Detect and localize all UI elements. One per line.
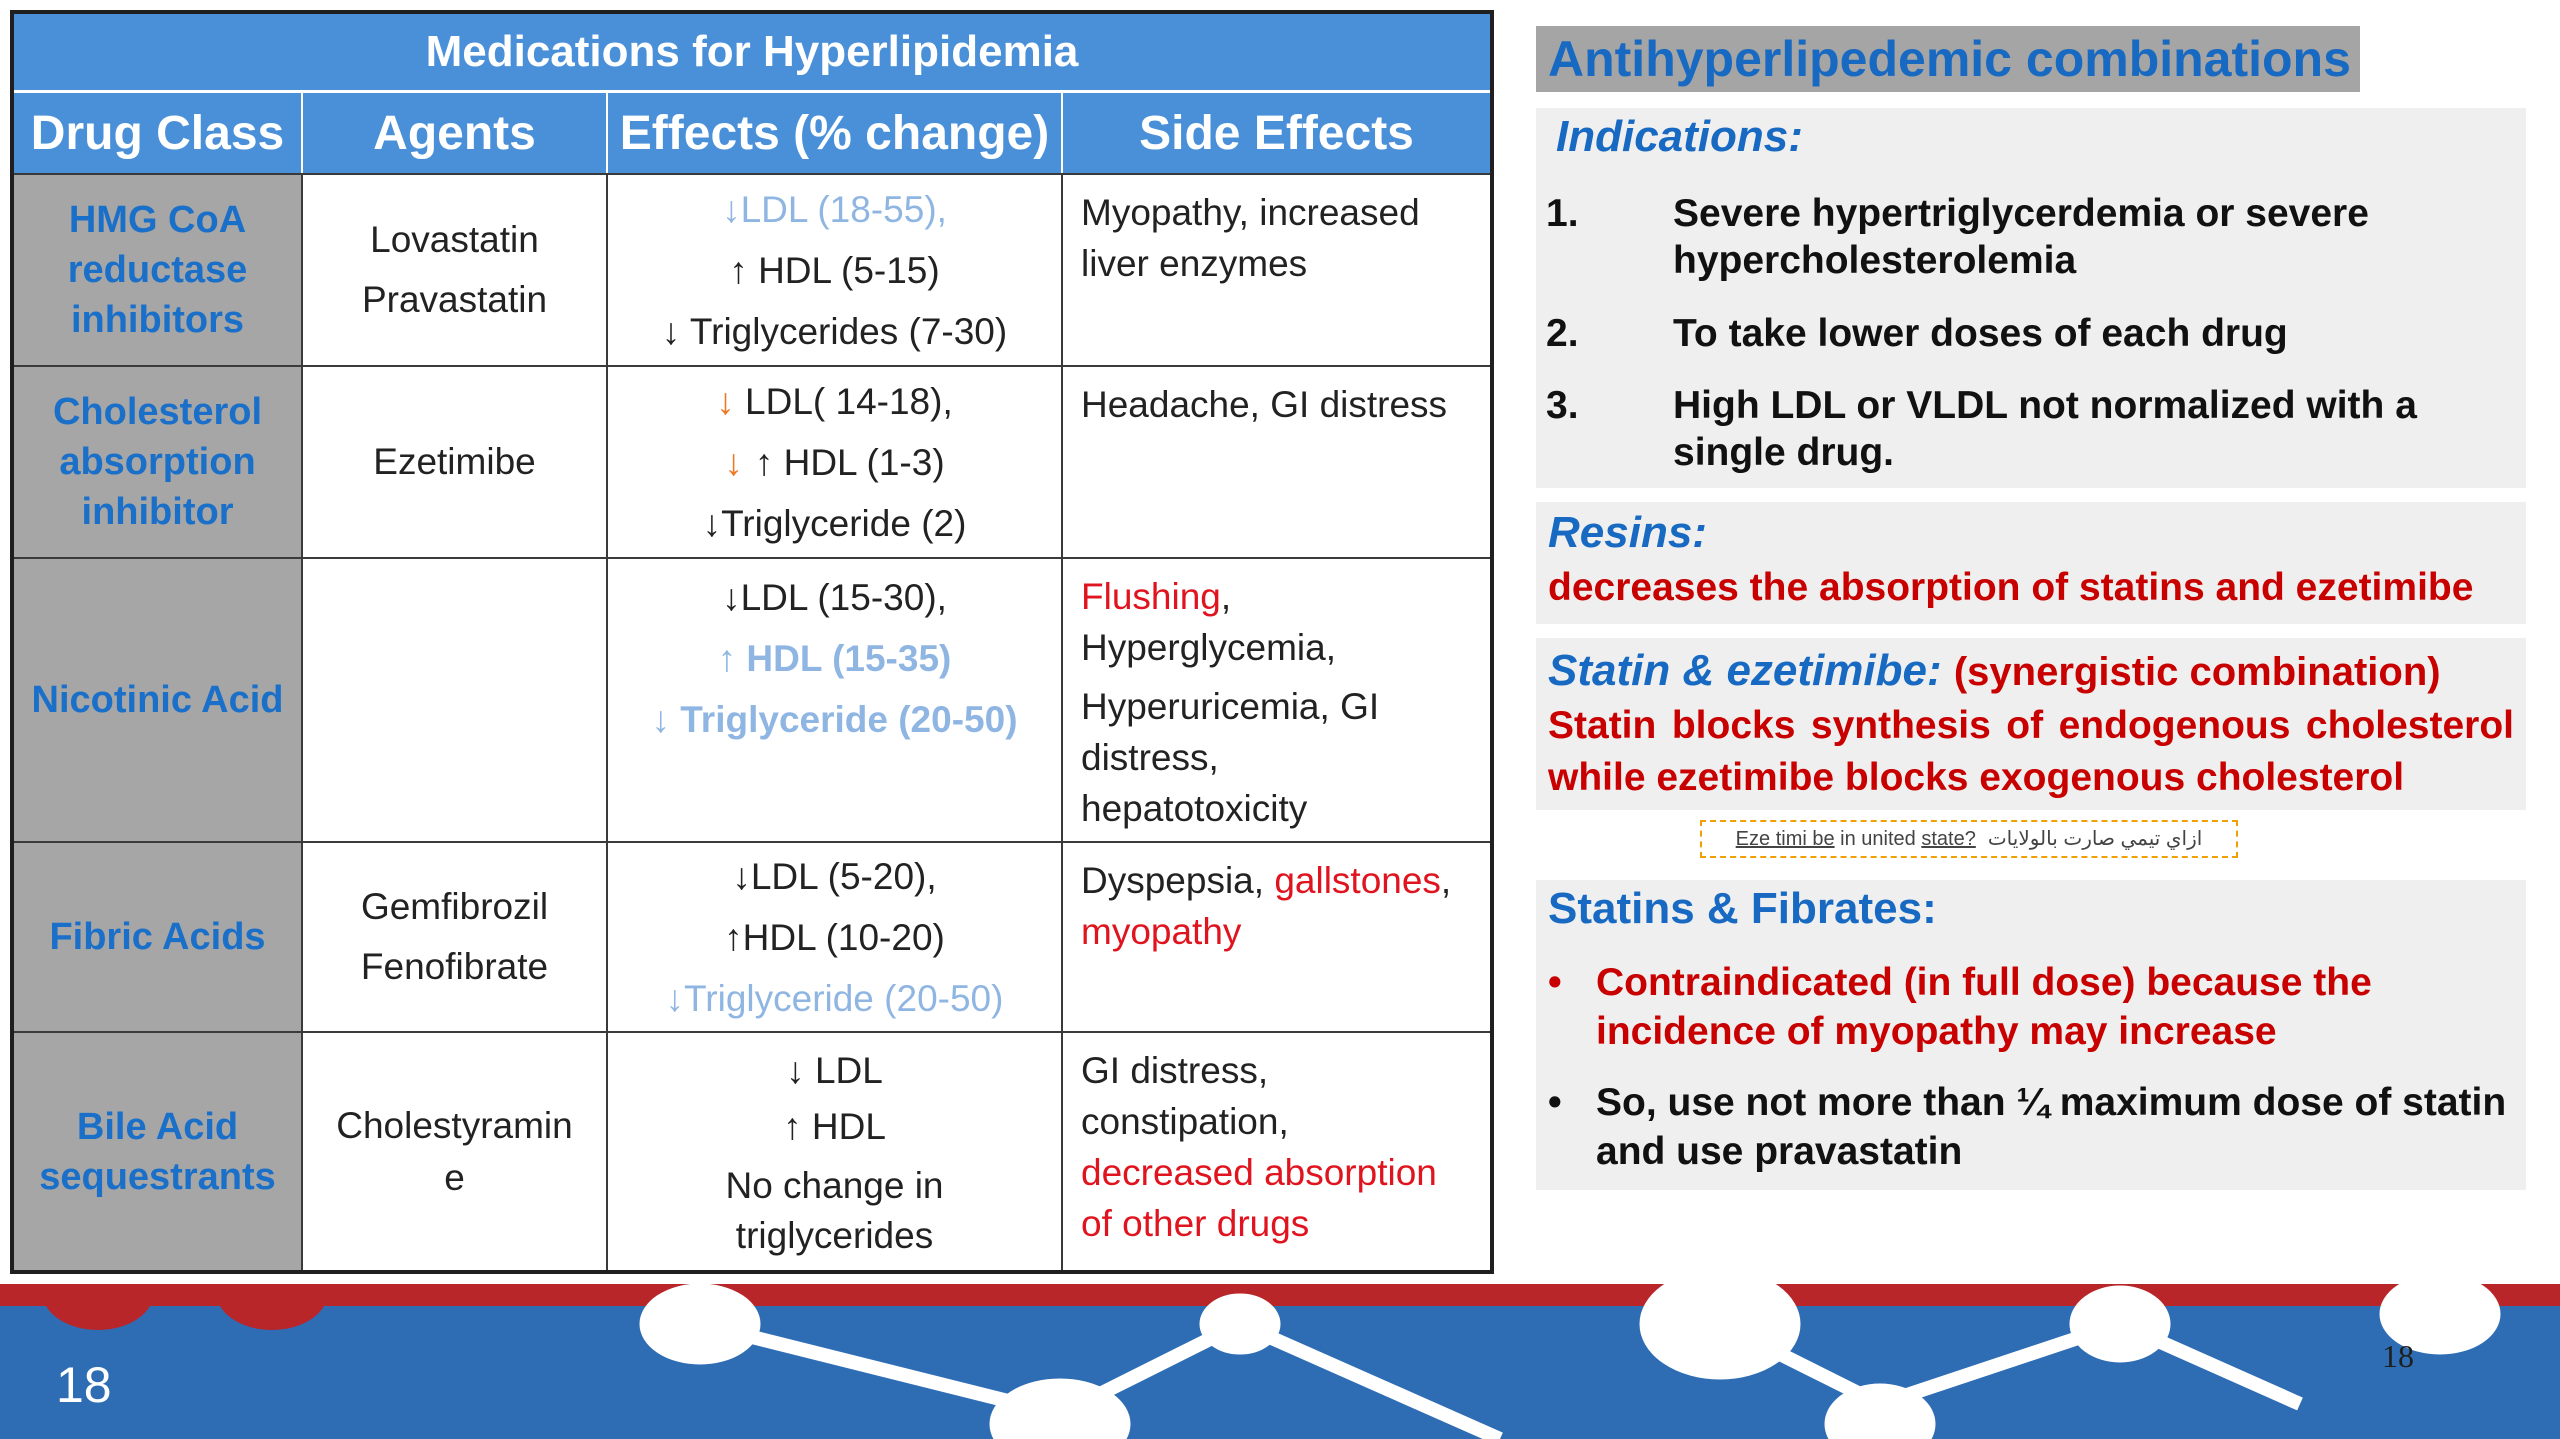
side-effect-text: Dyspepsia,: [1081, 860, 1275, 901]
resins-body: decreases the absorption of statins and ezetimibe: [1548, 566, 2474, 609]
table-row: [12, 558, 1492, 842]
note-part1: Eze timi be: [1735, 828, 1835, 850]
list-number: 1.: [1546, 192, 1579, 235]
side-effect-line: Hyperuricemia, GI: [1081, 686, 1380, 727]
statin-ezetimibe-extra: (synergistic combination): [1953, 650, 2441, 694]
effect-line: ↓Triglyceride (2): [702, 502, 967, 544]
note-arabic: ازاي تيمي صارت بالولايات: [1987, 828, 2203, 850]
effects-cell: [607, 558, 1062, 842]
footer-decoration: [0, 1284, 2560, 1439]
agents-cell: [302, 558, 607, 842]
header-agents: Agents: [302, 92, 607, 175]
agent-name: Pravastatin: [361, 279, 548, 320]
drug-class-line: inhibitor: [81, 491, 234, 533]
agents-cell: [302, 174, 607, 366]
header-drug-class: Drug Class: [12, 92, 302, 175]
indications-box: [1536, 108, 2526, 488]
drug-class-line: Fibric Acids: [49, 916, 266, 958]
drug-class-cell: [12, 558, 302, 842]
side-effects-cell: [1062, 366, 1492, 558]
agents-cell: [302, 1032, 607, 1272]
header-side-effects: Side Effects: [1062, 92, 1492, 175]
drug-class-line: Cholesterol: [52, 391, 263, 433]
handwritten-note: [1700, 820, 2238, 858]
effect-line: ↓LDL (5-20),: [732, 855, 937, 897]
table-row: [12, 842, 1492, 1032]
note-part2: in united: [1834, 828, 1922, 850]
footer-red-band: [0, 1284, 2560, 1306]
effect-line: ↑HDL (10-20): [724, 916, 945, 958]
effect-line: ↓ Triglycerides (7-30): [661, 310, 1008, 352]
effect-line: triglycerides: [735, 1214, 934, 1256]
list-text: Severe hypertriglycerdemia or severe hypercholesterolemia: [1673, 192, 2369, 282]
side-effect-line: Hyperglycemia,: [1081, 627, 1336, 668]
down-arrow-icon: ↓: [724, 441, 743, 483]
drug-class-line: sequestrants: [39, 1155, 276, 1198]
list-number: 3.: [1546, 384, 1579, 427]
effect-text: ↑ HDL (1-3): [754, 441, 945, 483]
list-text: To take lower doses of each drug: [1673, 312, 2288, 355]
bullet-icon: •: [1548, 1081, 1562, 1124]
table-row: [12, 366, 1492, 558]
note-part3: state?: [1921, 828, 1976, 850]
list-item: [1546, 382, 2526, 482]
side-effect-line: liver enzymes: [1081, 243, 1308, 284]
statins-fibrates-box: [1536, 880, 2526, 1190]
down-arrow-icon: ↓: [716, 380, 735, 422]
effect-line: ↓LDL (18-55),: [722, 188, 947, 230]
effect-text: LDL( 14-18),: [734, 380, 953, 422]
agents-cell: [302, 842, 607, 1032]
table-title: Medications for Hyperlipidemia: [12, 12, 1492, 92]
agent-name: Fenofibrate: [360, 946, 549, 987]
side-effect-line: constipation,: [1081, 1101, 1289, 1142]
side-effect-line: [1081, 855, 1490, 906]
drug-class-line: Nicotinic Acid: [31, 679, 284, 721]
page-number: 18: [56, 1357, 112, 1413]
table-row: [12, 1032, 1492, 1272]
effect-line: ↓LDL (15-30),: [722, 577, 947, 618]
effect-line: ↓Triglyceride (20-50): [665, 977, 1004, 1019]
agent-name: Cholestyramin: [336, 1104, 573, 1146]
statin-ezetimibe-body: Statin blocks synthesis of endogenous cholesterol while ezetimibe blocks exogenous cholesterol: [1548, 704, 2514, 799]
statin-ezetimibe-box: [1536, 638, 2526, 810]
list-text: So, use not more than ¼ maximum dose of statin and use pravastatin: [1596, 1081, 2507, 1173]
effects-cell: [607, 174, 1062, 366]
drug-class-cell: [12, 1032, 302, 1272]
effect-line: ↑ HDL (15-35): [717, 638, 952, 679]
side-effect-line: hepatotoxicity: [1081, 788, 1308, 829]
statins-fibrates-title: Statins & Fibrates:: [1548, 884, 1937, 933]
list-item: [1548, 1078, 2518, 1178]
list-number: 2.: [1546, 312, 1579, 355]
statin-ezetimibe-heading: [1548, 646, 2441, 696]
list-item: [1546, 190, 2526, 290]
bullet-icon: •: [1548, 961, 1562, 1004]
statin-ezetimibe-title: Statin & ezetimibe:: [1548, 646, 1942, 695]
effect-line: ↑ HDL: [783, 1105, 886, 1147]
table-row: [12, 174, 1492, 366]
effect-line: No change in: [725, 1164, 944, 1206]
effect-line: ↓ Triglyceride (20-50): [651, 699, 1018, 740]
side-effect-highlight: Flushing: [1081, 576, 1221, 617]
effects-cell: [607, 842, 1062, 1032]
effect-line: [608, 432, 1061, 493]
effects-cell: [607, 1032, 1062, 1272]
list-text: Contraindicated (in full dose) because the incidence of myopathy may increase: [1596, 961, 2372, 1053]
side-effect-line: of other drugs: [1081, 1203, 1310, 1244]
side-effect-line: myopathy: [1081, 911, 1242, 952]
effect-line: ↓ LDL: [786, 1049, 883, 1091]
side-effect-line: Headache, GI distress: [1081, 384, 1448, 425]
list-text: High LDL or VLDL not normalized with a single drug.: [1673, 384, 2417, 474]
list-item: [1548, 958, 2518, 1058]
agent-name: Gemfibrozil: [360, 886, 549, 927]
indications-title: Indications:: [1556, 112, 1803, 161]
side-effect-line: decreased absorption: [1081, 1152, 1437, 1193]
effect-line: [608, 371, 1061, 432]
side-effect-line: Myopathy, increased: [1081, 192, 1420, 233]
resins-title: Resins:: [1548, 508, 1707, 557]
footer-background: [0, 1284, 2560, 1439]
side-effect-comma: ,: [1440, 860, 1452, 901]
side-effects-cell: [1062, 558, 1492, 842]
list-item: [1546, 310, 2526, 360]
resins-box: [1536, 502, 2526, 624]
hyperlipidemia-table: [10, 10, 1494, 1274]
effects-cell: [607, 366, 1062, 558]
drug-class-line: inhibitors: [70, 299, 245, 341]
drug-class-line: absorption: [59, 441, 256, 483]
drug-class-line: HMG CoA: [68, 199, 247, 241]
agent-name: Lovastatin: [370, 219, 539, 260]
page-number-small: 18: [2382, 1338, 2414, 1374]
combinations-title: Antihyperlipedemic combinations: [1536, 26, 2360, 92]
agent-name: Ezetimibe: [373, 441, 536, 482]
effect-line: ↑ HDL (5-15): [729, 249, 940, 291]
side-effects-cell: [1062, 174, 1492, 366]
drug-class-line: Bile Acid: [76, 1105, 239, 1148]
side-effect-line: [1081, 571, 1490, 622]
side-effect-highlight: gallstones: [1274, 860, 1441, 901]
agents-cell: [302, 366, 607, 558]
side-effects-cell: [1062, 842, 1492, 1032]
side-effect-line: distress,: [1081, 737, 1219, 778]
side-effects-cell: [1062, 1032, 1492, 1272]
side-effect-comma: ,: [1220, 576, 1232, 617]
agent-name: e: [444, 1156, 465, 1198]
drug-class-cell: [12, 842, 302, 1032]
drug-class-cell: [12, 174, 302, 366]
header-effects: Effects (% change): [607, 92, 1062, 175]
drug-class-cell: [12, 366, 302, 558]
drug-class-line: reductase: [67, 249, 248, 291]
side-effect-line: GI distress,: [1081, 1050, 1269, 1091]
